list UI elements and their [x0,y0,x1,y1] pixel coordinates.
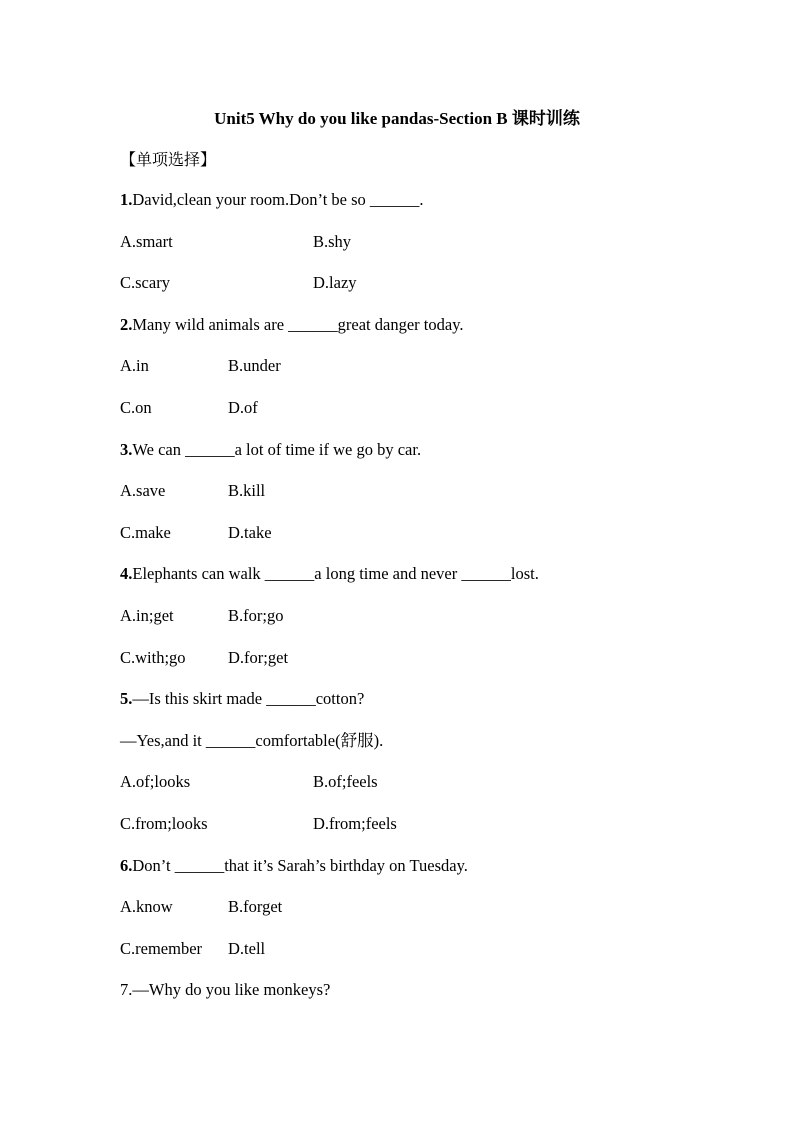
option-c: C.with;go [120,647,186,667]
option-b: B.shy [313,231,352,251]
option-d: D.for;get [228,647,289,667]
question-6 [120,854,720,896]
option-b: B.for;go [228,605,284,625]
option-row [120,354,720,396]
option-c: C.remember [120,938,203,958]
question-5-reply [120,729,720,771]
option-c: C.make [120,522,171,542]
question-number: 1. [120,190,133,209]
option-a: A.know [120,897,173,917]
question-text: David,clean your room.Don’t be so ______. [132,190,424,209]
question-list [120,188,720,1020]
option-row [120,937,720,979]
question-2 [120,313,720,355]
question-text-2: —Yes,and it ______comfortable(舒服). [120,730,384,750]
option-row [120,646,720,688]
question-text: —Why do you like monkeys? [132,980,331,1000]
option-row [120,895,720,937]
question-number: 4. [120,564,133,584]
option-b: B.of;feels [313,772,378,792]
question-number: 2. [120,314,133,334]
question-1 [120,188,720,230]
option-c: C.scary [120,273,170,293]
option-a: A.save [120,481,166,501]
option-d: D.of [228,397,258,417]
option-row [120,230,720,272]
question-text: Don’t ______that it’s Sarah’s birthday on Tuesday. [132,855,468,875]
option-row [120,271,720,313]
option-d: D.from;feels [313,813,397,833]
option-row [120,604,720,646]
question-text: —Is this skirt made ______cotton? [132,689,365,709]
question-5 [120,687,720,729]
option-b: B.kill [228,481,266,501]
question-3 [120,438,720,480]
option-row [120,521,720,563]
question-number: 3. [120,439,133,459]
option-row [120,396,720,438]
question-text: We can ______a lot of time if we go by car. [132,439,422,459]
option-d: D.take [228,522,272,542]
option-a: A.of;looks [120,772,191,792]
option-b: B.under [228,356,281,376]
question-text: Many wild animals are ______great danger today. [132,314,464,334]
question-text: Elephants can walk ______a long time and never ______lost. [132,564,539,584]
question-number: 7. [120,980,133,1000]
page-title: Unit5 Why do you like pandas-Section B 课时训练 [214,109,580,128]
option-c: C.from;looks [120,813,208,833]
option-a: A.in;get [120,605,174,625]
option-row [120,812,720,854]
option-a: A.smart [120,231,173,251]
question-4 [120,562,720,604]
option-a: A.in [120,356,149,376]
option-c: C.on [120,397,152,417]
option-d: D.lazy [313,273,357,293]
option-b: B.forget [228,897,283,917]
option-row [120,770,720,812]
option-row [120,479,720,521]
option-d: D.tell [228,938,266,958]
question-number: 5. [120,689,133,709]
question-number: 6. [120,855,133,875]
section-heading: 【单项选择】 [120,150,217,169]
question-7 [120,978,720,1020]
